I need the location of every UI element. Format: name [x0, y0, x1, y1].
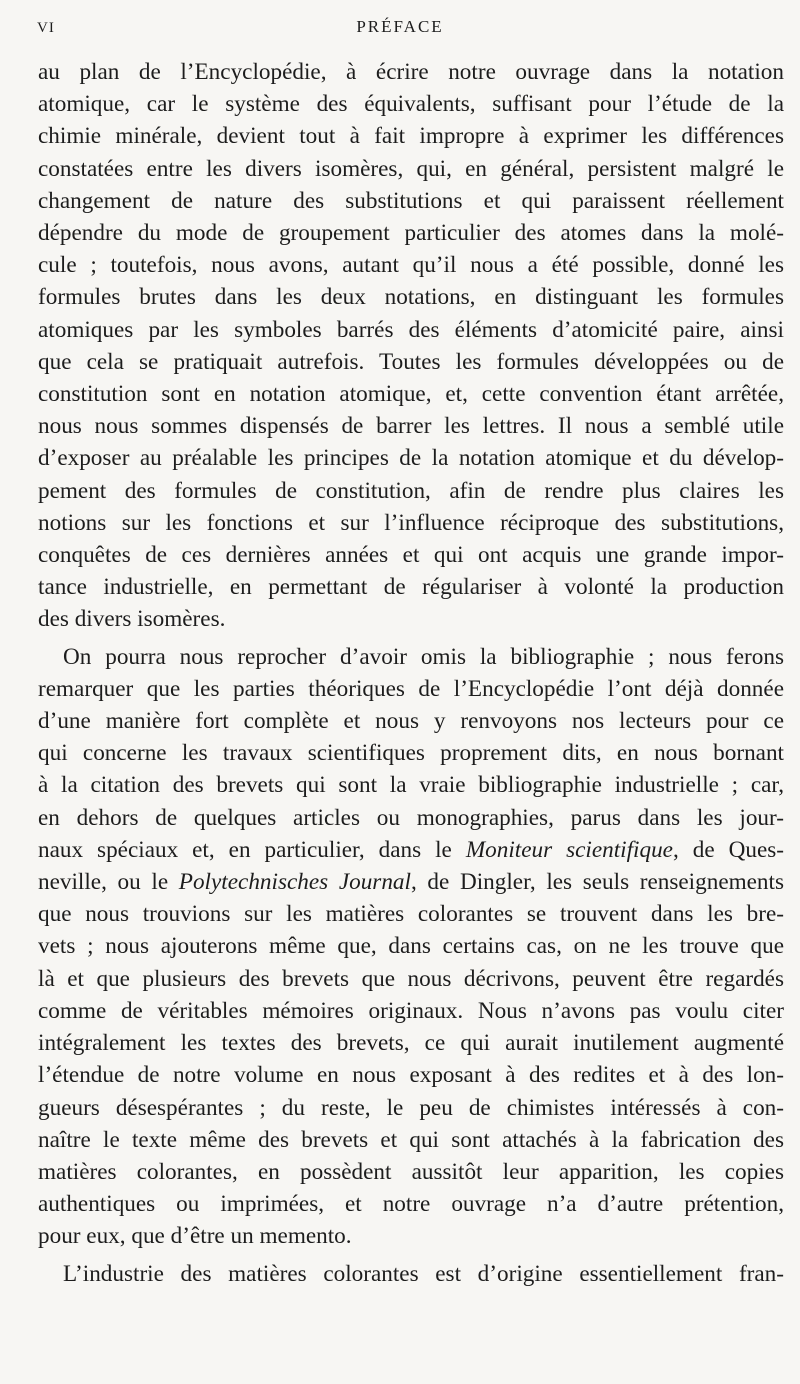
text-line-with-italic — [38, 834, 784, 866]
text-line: l’étendue de notre volume en nous exposant à des redites et à des lon- — [38, 1062, 784, 1089]
running-header: PRÉFACE — [356, 17, 444, 36]
text-line: gueurs désespérantes ; du reste, le peu de chimistes intéressés à con- — [38, 1094, 784, 1121]
text-line: cule ; toutefois, nous avons, autant qu’il nous a été possible, donné les — [38, 252, 784, 279]
text-line: intégralement les textes des brevets, ce qui aurait inutilement augmenté — [38, 1030, 784, 1057]
text-line: L’industrie des matières colorantes est d’origine essentiellement fran- — [63, 1260, 784, 1287]
text-line: nous nous sommes dispensés de barrer les lettres. Il nous a semblé utile — [38, 413, 784, 440]
journal-title: Moniteur scientifique — [465, 836, 673, 863]
page-number: VI — [37, 20, 55, 36]
text-line: que cela se pratiquait autrefois. Toutes les formules développées ou de — [38, 348, 784, 375]
text-segment: naux spéciaux et, en particulier, dans le — [38, 836, 466, 863]
text-line: d’exposer au préalable les principes de la notation atomique et du dévelop- — [38, 445, 784, 472]
paragraph-2 — [38, 641, 784, 1253]
text-line: conquêtes de ces dernières années et qui ont acquis une grande impor- — [38, 542, 784, 569]
text-line: en dehors de quelques articles ou monographies, parus dans les jour- — [38, 804, 784, 831]
text-line: authentiques ou imprimées, et notre ouvrage n’a d’autre prétention, — [38, 1191, 784, 1218]
journal-title: Polytechnisches Journal — [178, 869, 411, 896]
text-line: constatées entre les divers isomères, qui, en général, persistent malgré le — [38, 155, 784, 182]
text-line: chimie minérale, devient tout à fait impropre à exprimer les différences — [38, 123, 784, 150]
text-line: atomiques par les symboles barrés des éléments d’atomicité paire, ainsi — [38, 316, 784, 343]
text-line: matières colorantes, en possèdent aussitôt leur apparition, les copies — [38, 1158, 784, 1185]
text-line: naître le texte même des brevets et qui sont attachés à la fabrication des — [38, 1126, 784, 1153]
text-segment: neville, ou le — [38, 869, 179, 896]
text-line: des divers isomères. — [38, 606, 226, 633]
text-line: pour eux, que d’être un memento. — [38, 1223, 352, 1250]
body-text — [38, 56, 784, 1384]
text-line: vets ; nous ajouterons même que, dans certains cas, on ne les trouve que — [38, 933, 784, 960]
text-line: que nous trouvions sur les matières colorantes se trouvent dans les bre- — [38, 901, 784, 928]
text-line: au plan de l’Encyclopédie, à écrire notre ouvrage dans la notation — [38, 59, 784, 85]
text-line: pement des formules de constitution, afin de rendre plus claires les — [38, 477, 784, 504]
text-segment: , de Dingler, les seuls renseignements — [410, 869, 784, 896]
text-line: formules brutes dans les deux notations, en distinguant les formules — [38, 284, 784, 311]
text-line: d’une manière fort complète et nous y renvoyons nos lecteurs pour ce — [38, 708, 784, 735]
text-line: tance industrielle, en permettant de régulariser à volonté la production — [38, 574, 784, 601]
text-segment: , de Ques- — [672, 836, 784, 863]
text-line: On pourra nous reprocher d’avoir omis la bibliographie ; nous ferons — [63, 643, 784, 670]
paragraph-1 — [38, 56, 784, 636]
paragraph-3 — [38, 1258, 784, 1290]
text-line: qui concerne les travaux scientifiques proprement dits, en nous bornant — [38, 740, 784, 767]
text-line: à la citation des brevets qui sont la vraie bibliographie industrielle ; car, — [38, 772, 784, 799]
text-line: changement de nature des substitutions et qui paraissent réellement — [38, 187, 784, 214]
text-line-with-italic — [38, 866, 784, 898]
text-line: comme de véritables mémoires originaux. Nous n’avons pas voulu citer — [38, 997, 784, 1024]
text-line: là et que plusieurs des brevets que nous décrivons, peuvent être regardés — [38, 965, 784, 992]
text-line: constitution sont en notation atomique, et, cette convention étant arrêtée, — [38, 381, 784, 408]
text-line: notions sur les fonctions et sur l’influence réciproque des substitutions, — [38, 509, 784, 536]
text-line: dépendre du mode de groupement particulier des atomes dans la molé- — [38, 220, 784, 247]
text-line: remarquer que les parties théoriques de l’Encyclopédie l’ont déjà donnée — [38, 675, 784, 702]
text-line: atomique, car le système des équivalents, suffisant pour l’étude de la — [38, 91, 784, 118]
